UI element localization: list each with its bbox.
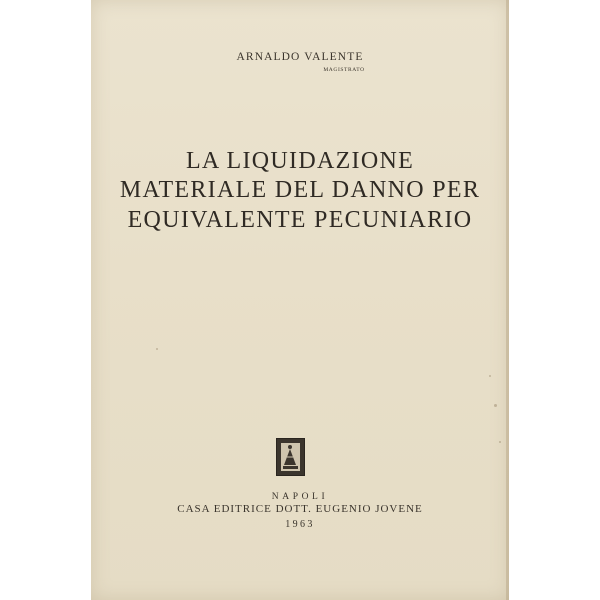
author-name: ARNALDO VALENTE xyxy=(236,51,364,63)
book-title-line-2: MATERIALE DEL DANNO PER xyxy=(119,177,481,203)
paper-speck xyxy=(499,441,501,443)
paper-speck xyxy=(494,404,497,407)
publisher-emblem-icon xyxy=(276,438,305,476)
book-title-line-1: LA LIQUIDAZIONE xyxy=(185,148,415,174)
publication-year: 1963 xyxy=(285,519,315,530)
paper-speck xyxy=(489,375,491,377)
publisher-city: NAPOLI xyxy=(271,492,329,502)
book-title-line-3: EQUIVALENTE PECUNIARIO xyxy=(127,207,473,233)
publisher-name: CASA EDITRICE DOTT. EUGENIO JOVENE xyxy=(177,503,423,515)
paper-speck xyxy=(156,348,158,350)
author-title: MAGISTRATO xyxy=(323,67,365,73)
book-title-page xyxy=(91,0,509,600)
